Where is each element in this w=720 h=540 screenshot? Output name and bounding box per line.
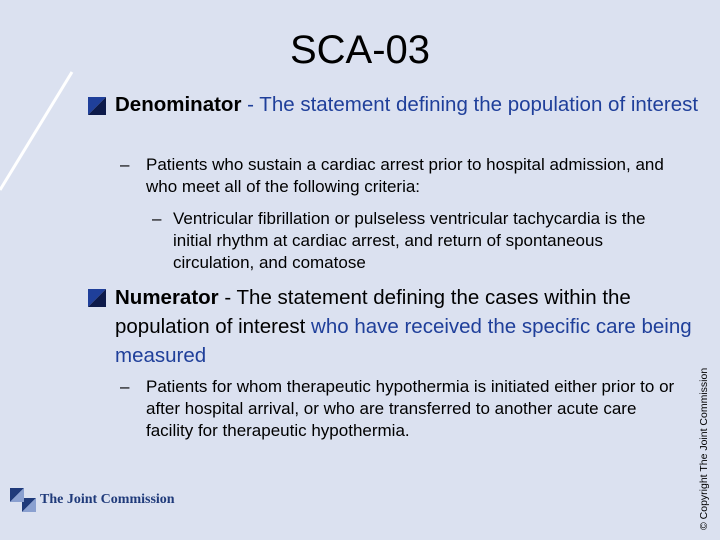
numerator-sub-text: Patients for whom therapeutic hypothermia is initiated either prior to or after hospital arrival, or who are transferred to another acute care facility for therapeutic hypothermia. (146, 377, 675, 440)
denominator-subsub-text: Ventricular fibrillation or pulseless ventricular tachycardia is the initial rhythm at cardiac arrest, and return of spontaneous circulation, and comatose (173, 209, 646, 272)
denominator-separator: - (241, 93, 260, 116)
slide-title: SCA-03 (289, 28, 431, 72)
joint-commission-logo (10, 488, 175, 512)
logo-text: The Joint Commission (40, 492, 175, 507)
numerator-sub-item (120, 376, 680, 442)
denominator-sub-text: Patients who sustain a cardiac arrest prior to hospital admission, and who meet all of the following criteria: (146, 155, 664, 196)
numerator-bullet (115, 283, 700, 370)
copyright-notice: © Copyright The Joint Commission (698, 367, 710, 530)
numerator-label: Numerator (115, 286, 219, 309)
triangle-bullet-icon (88, 97, 106, 115)
denominator-label: Denominator (115, 93, 242, 116)
sub-dash: – (120, 377, 130, 396)
numerator-separator: - (218, 286, 237, 309)
triangle-bullet-icon (88, 289, 106, 307)
denominator-bullet (115, 90, 700, 119)
denominator-subsub-item (152, 208, 687, 274)
joint-commission-logo-icon (10, 488, 36, 512)
denominator-sub-item (120, 154, 680, 198)
numerator-text-black: The statement defining the cases within the population of interest (115, 286, 631, 338)
subsub-dash: – (152, 209, 162, 228)
sub-dash: – (120, 155, 130, 174)
numerator-text-blue: who have received the specific care being measured (115, 315, 692, 367)
denominator-text: The statement defining the population of interest (259, 93, 699, 116)
